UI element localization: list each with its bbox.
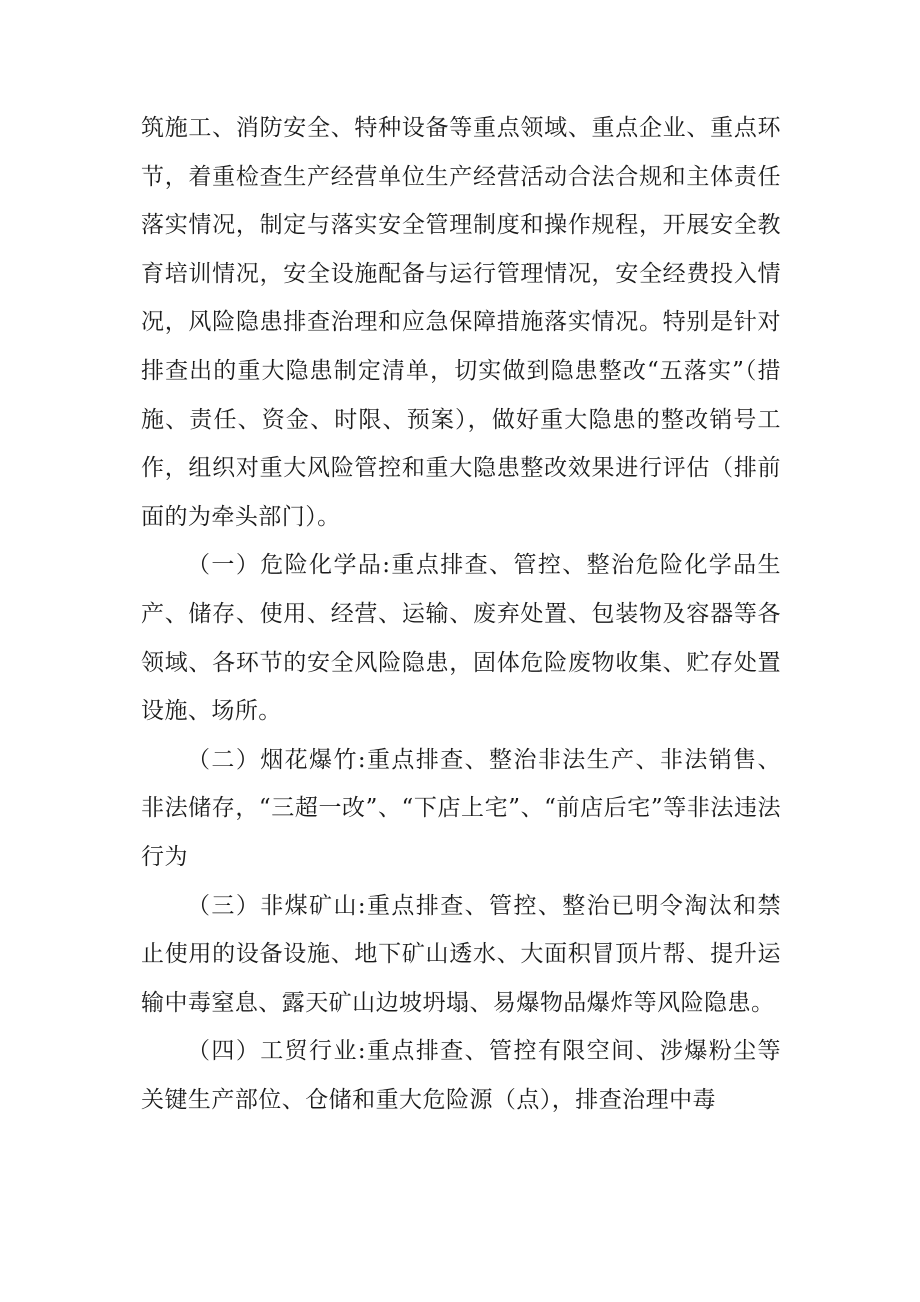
paragraph-hazardous-chemicals: （一）危险化学品:重点排查、管控、整治危险化学品生产、储存、使用、经营、运输、废弃处置、包装物及容器等各领域、各环节的安全风险隐患，固体危险废物收集、贮存处置设施、场所。 <box>141 552 781 725</box>
document-page <box>141 104 781 1124</box>
paragraph-non-coal-mines: （三）非煤矿山:重点排查、管控、整治已明令淘汰和禁止使用的设备设施、地下矿山透水、大面积冒顶片帮、提升运输中毒窒息、露天矿山边坡坍塌、易爆物品爆炸等风险隐患。 <box>141 892 781 1016</box>
paragraph-industry-trade: （四）工贸行业:重点排查、管控有限空间、涉爆粉尘等关键生产部位、仓储和重大危险源（点），排查治理中毒 <box>141 1038 781 1113</box>
paragraph-intro: 筑施工、消防安全、特种设备等重点领域、重点企业、重点环节，着重检查生产经营单位生产经营活动合法合规和主体责任落实情况，制定与落实安全管理制度和操作规程，开展安全教育培训情况，安全设施配备与运行管理情况，安全经费投入情况，风险隐患排查治理和应急保障措施落实情况。特别是针对排查出的重大隐患制定清单，切实做到隐患整改“五落实”（措施、责任、资金、时限、预案），做好重大隐患的整改销号工作，组织对重大风险管控和重大隐患整改效果进行评估（排前面的为牵头部门）。 <box>141 115 781 530</box>
paragraph-fireworks: （二）烟花爆竹:重点排查、整治非法生产、非法销售、非法储存，“三超一改”、“下店上宅”、“前店后宅”等非法违法行为 <box>141 746 781 870</box>
